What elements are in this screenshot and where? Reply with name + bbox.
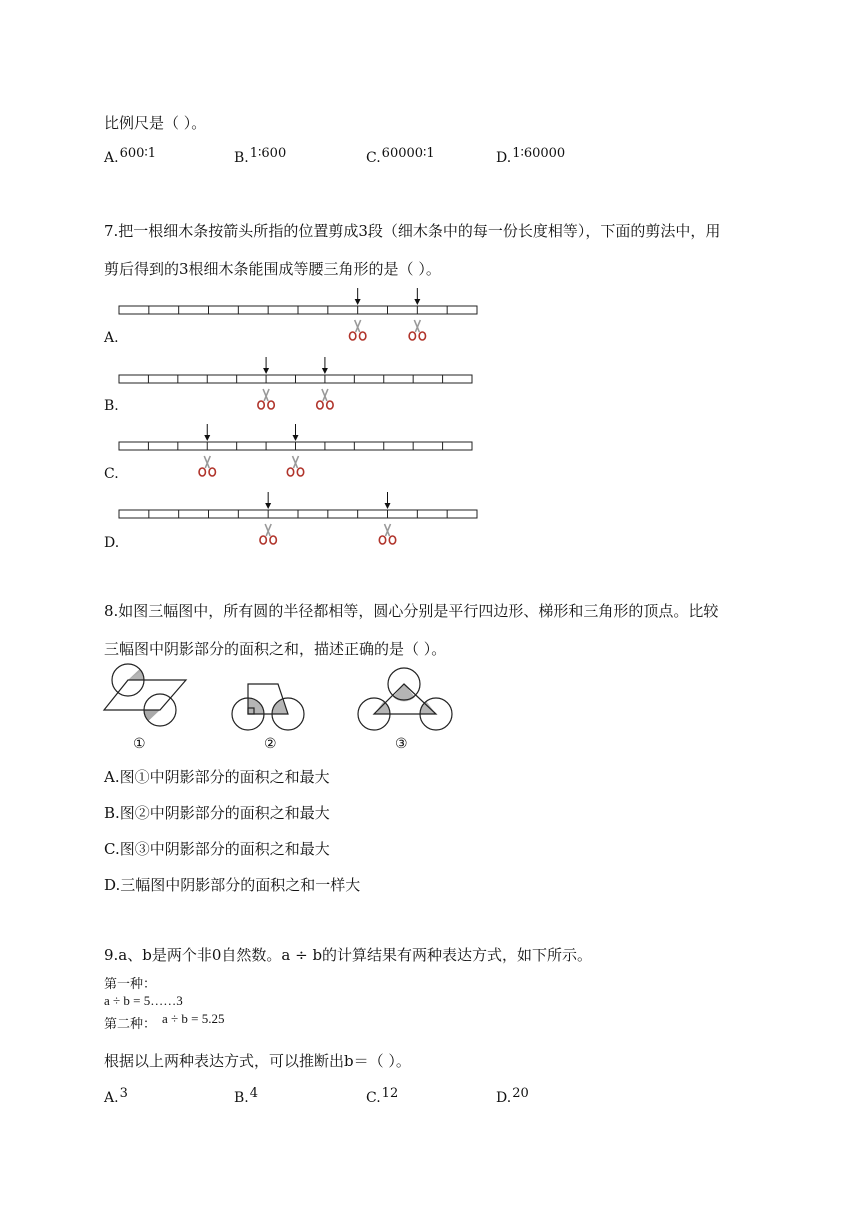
q9-question: 根据以上两种表达方式，可以推断出b＝（ ）。 bbox=[104, 1052, 411, 1070]
option-letter: B. bbox=[234, 1090, 249, 1106]
q7-option-a-label[interactable]: A. bbox=[104, 330, 119, 346]
option-letter: A. bbox=[104, 1090, 119, 1106]
option-letter: B. bbox=[234, 150, 249, 166]
q9-option-c[interactable] bbox=[366, 1086, 399, 1106]
q9-first-label: 第一种： bbox=[104, 977, 157, 992]
q9-option-d[interactable] bbox=[496, 1086, 529, 1106]
q9-stem-line1: 9.a、b是两个非0自然数。a ÷ b的计算结果有两种表达方式，如下所示。 bbox=[104, 946, 593, 964]
option-value: 1∶60000 bbox=[512, 146, 566, 161]
q8-option-d[interactable]: D.三幅图中阴影部分的面积之和一样大 bbox=[104, 876, 361, 894]
q9-option-a[interactable] bbox=[104, 1086, 128, 1106]
figure-trapezoid bbox=[232, 684, 304, 730]
option-value: 60000∶1 bbox=[381, 146, 435, 161]
option-value: 1∶600 bbox=[249, 146, 287, 161]
q7-stem-line1: 7.把一根细木条按箭头所指的位置剪成3段（细木条中的每一份长度相等），下面的剪法中，用 bbox=[104, 222, 721, 240]
option-letter: C. bbox=[366, 150, 381, 166]
q7-option-d-label[interactable]: D. bbox=[104, 535, 120, 551]
option-value: 600∶1 bbox=[119, 146, 157, 161]
q9-second-label: 第二种： bbox=[104, 1017, 157, 1032]
q8-stem-line1: 8.如图三幅图中，所有圆的半径都相等，圆心分别是平行四边形、梯形和三角形的顶点。比较 bbox=[104, 602, 719, 620]
q8-option-a[interactable]: A.图①中阴影部分的面积之和最大 bbox=[104, 768, 330, 786]
option-value: 4 bbox=[249, 1086, 259, 1101]
q7-stem-line2: 剪后得到的3根细木条能围成等腰三角形的是（ ）。 bbox=[104, 260, 441, 278]
q9-option-b[interactable] bbox=[234, 1086, 259, 1106]
q7-option-c-label[interactable]: C. bbox=[104, 466, 119, 482]
q8-option-c[interactable]: C.图③中阴影部分的面积之和最大 bbox=[104, 840, 330, 858]
q9-first-expr: a ÷ b = 5……3 bbox=[104, 993, 183, 1008]
option-letter: A. bbox=[104, 150, 119, 166]
option-value: 3 bbox=[119, 1086, 128, 1101]
q8-stem-line2: 三幅图中阴影部分的面积之和，描述正确的是（ ）。 bbox=[104, 640, 447, 658]
q8-figure-label-3: ③ bbox=[395, 736, 408, 752]
figure-triangle bbox=[358, 668, 452, 730]
option-letter: D. bbox=[496, 150, 512, 166]
option-value: 20 bbox=[512, 1086, 529, 1101]
q7-option-b-label[interactable]: B. bbox=[104, 398, 119, 414]
figure-parallelogram bbox=[104, 664, 186, 726]
q9-second-expr: a ÷ b = 5.25 bbox=[162, 1011, 225, 1026]
q8-figure-label-2: ② bbox=[264, 736, 277, 752]
q6-stem-end: 比例尺是（ ）。 bbox=[104, 114, 207, 132]
q8-option-b[interactable]: B.图②中阴影部分的面积之和最大 bbox=[104, 804, 330, 822]
q8-figure-label-1: ① bbox=[133, 736, 146, 752]
option-letter: D. bbox=[496, 1090, 512, 1106]
option-value: 12 bbox=[381, 1086, 399, 1101]
option-letter: C. bbox=[366, 1090, 381, 1106]
